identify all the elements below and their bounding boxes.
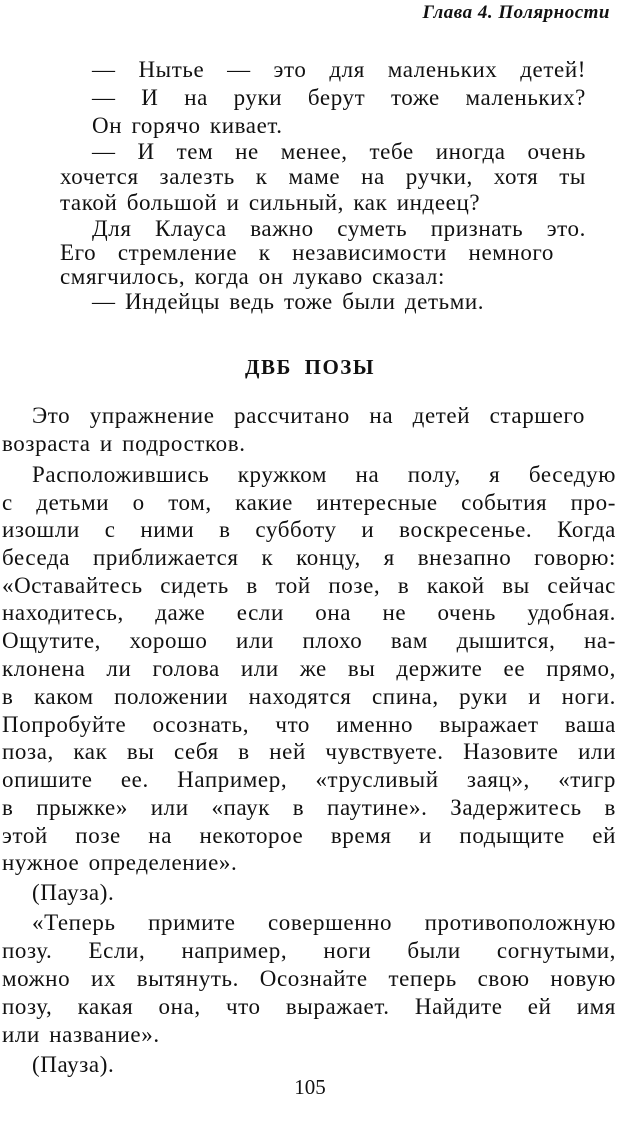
text-line: Для Клауса важно суметь признать это. xyxy=(92,216,586,241)
text-line: — Индейцы ведь тоже были детьми. xyxy=(92,289,485,314)
text-line: Расположившись кружком на полу, я беседую xyxy=(32,462,616,487)
text-line: изошли с ними в субботу и воскресенье. Когда xyxy=(2,517,616,542)
page-number: 105 xyxy=(294,1075,326,1099)
text-line: хочется залезть к маме на ручки, хотя ты xyxy=(60,164,586,189)
text-line: с детьми о том, какие интересные события про- xyxy=(2,490,616,515)
text-line: Попробуйте осознать, что именно выражает ваша xyxy=(2,712,616,737)
text-line: возраста и подростков. xyxy=(2,431,246,456)
running-head: Глава 4. Полярности xyxy=(422,2,610,23)
text-line: (Пауза). xyxy=(32,880,115,905)
text-line: в каком положении находятся спина, руки и ноги. xyxy=(2,684,616,709)
text-line: поза, как вы себя в ней чувствуете. Назовите или xyxy=(2,739,616,764)
text-line: беседа приближается к концу, я внезапно говорю: xyxy=(2,545,616,570)
text-line: Его стремление к независимости немного xyxy=(60,240,554,265)
text-line: или название». xyxy=(2,1022,160,1047)
text-line: «Оставайтесь сидеть в той позе, в какой вы сейчас xyxy=(2,573,616,598)
text-line: Он горячо кивает. xyxy=(92,113,283,138)
text-line: (Пауза). xyxy=(32,1052,115,1077)
text-line: такой большой и сильный, как индеец? xyxy=(60,190,481,215)
text-line: — Нытье — это для маленьких детей! xyxy=(92,57,586,82)
text-line: — И на руки берут тоже маленьких? xyxy=(92,85,586,110)
text-line: Ощутите, хорошо или плохо вам дышится, на- xyxy=(2,628,616,653)
text-line: «Теперь примите совершенно противоположную xyxy=(32,910,616,935)
text-line: смягчилось, когда он лукаво сказал: xyxy=(60,264,445,289)
text-line: можно их вытянуть. Осознайте теперь свою новую xyxy=(2,966,616,991)
text-line: позу, какая она, что выражает. Найдите ей имя xyxy=(2,994,616,1019)
text-line: опишите ее. Например, «трусливый заяц», «тигр xyxy=(2,767,616,792)
text-line: — И тем не менее, тебе иногда очень xyxy=(92,139,586,164)
text-line: этой позе на некоторое время и подыщите ей xyxy=(2,823,616,848)
text-line: Это упражнение рассчитано на детей старшего xyxy=(32,403,585,428)
text-line: в прыжке» или «паук в паутине». Задержитесь в xyxy=(2,795,616,820)
text-line: нужное определение». xyxy=(2,850,238,875)
text-line: позу. Если, например, ноги были согнутыми, xyxy=(2,938,616,963)
text-line: клонена ли голова или же вы держите ее прямо, xyxy=(2,656,616,681)
section-heading: ДВБ ПОЗЫ xyxy=(245,355,375,379)
text-line: находитесь, даже если она не очень удобная. xyxy=(2,600,616,625)
